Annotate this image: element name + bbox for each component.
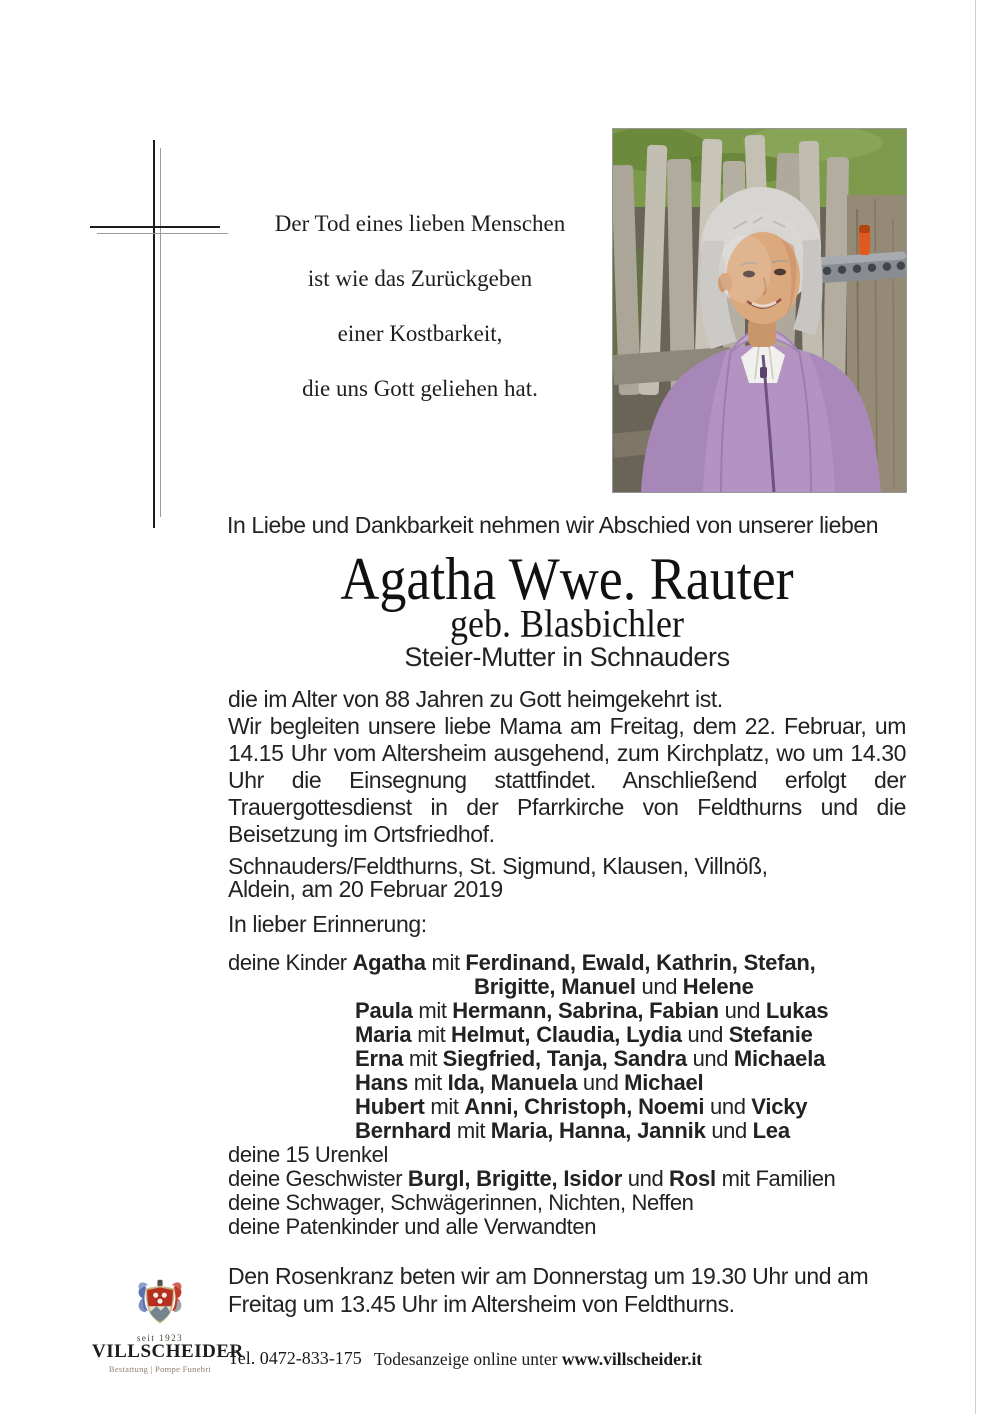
cross-vertical-line: [153, 140, 155, 528]
cross-horizontal-shadow-line: [97, 233, 228, 234]
family-line: Bernhard mit Maria, Hanna, Jannik und Lea: [355, 1118, 790, 1143]
memory-heading: In lieber Erinnerung:: [228, 911, 427, 937]
dateline-date: Aldein, am 20 Februar 2019: [228, 876, 503, 902]
cross-horizontal-line: [90, 226, 220, 228]
brand-subtitle: Bestattung | Pompe Funebri: [108, 1364, 212, 1374]
family-line: Hubert mit Anni, Christoph, Noemi und Vicky: [355, 1094, 808, 1119]
portrait-photo: [612, 128, 907, 493]
family-line: deine Geschwister Burgl, Brigitte, Isidor und Rosl mit Familien: [228, 1166, 836, 1191]
online-notice: [374, 1349, 702, 1370]
deceased-name: Agatha Wwe. Rauter: [340, 545, 794, 613]
announcement-paragraph: [228, 686, 906, 848]
memorial-quote: [238, 196, 602, 416]
orange-knob-cap: [859, 225, 870, 233]
family-line: deine Schwager, Schwägerinnen, Nichten, Neffen: [228, 1190, 694, 1215]
rosary-paragraph: Den Rosenkranz beten wir am Donnerstag um 19.30 Uhr und am Freitag um 13.45 Uhr im Altersheim von Feldthurns.: [228, 1263, 869, 1317]
announcement-line1: die im Alter von 88 Jahren zu Gott heimgekehrt ist.: [228, 686, 723, 712]
quote-line: Der Tod eines lieben Menschen: [274, 211, 566, 236]
family-line: Maria mit Helmut, Claudia, Lydia und Stefanie: [355, 1022, 813, 1047]
family-line: deine 15 Urenkel: [228, 1142, 388, 1167]
intro-line: In Liebe und Dankbarkeit nehmen wir Abschied von unserer lieben: [227, 512, 879, 538]
quote-line: einer Kostbarkeit,: [337, 321, 503, 346]
phone-number: Tel. 0472-833-175: [228, 1348, 362, 1368]
announcement-body: Wir begleiten unsere liebe Mama am Freitag, dem 22. Februar, um 14.15 Uhr vom Altersheim ausgehend, zum Kirchplatz, wo um 14.30 Uhr die Einsegnung stattfindet. Anschließend erfolgt der Trauergottesdienst in der Pfarrkirche von Feldthurns und die Beisetzung im Ortsfriedhof.: [228, 713, 906, 847]
family-line: Erna mit Siegfried, Tanja, Sandra und Michaela: [355, 1046, 826, 1071]
family-line: Brigitte, Manuel und Helene: [474, 974, 754, 999]
online-notice-prefix: Todesanzeige online unter: [374, 1349, 562, 1369]
quote-line: die uns Gott geliehen hat.: [302, 376, 538, 401]
quote-line: ist wie das Zurückgeben: [307, 266, 533, 291]
dateline-places: Schnauders/Feldthurns, St. Sigmund, Klausen, Villnöß,: [228, 853, 768, 879]
maiden-name: geb. Blasbichler: [450, 602, 684, 646]
since-label: seit 1923: [136, 1333, 184, 1343]
family-line: deine Patenkinder und alle Verwandten: [228, 1214, 597, 1239]
crest-icon: [134, 1278, 186, 1326]
family-line: Paula mit Hermann, Sabrina, Fabian und Lukas: [355, 998, 829, 1023]
byname: Steier-Mutter in Schnauders: [404, 642, 730, 672]
cross-vertical-shadow-line: [160, 148, 161, 517]
brand-name: VILLSCHEIDER: [92, 1341, 244, 1362]
family-line: Hans mit Ida, Manuela und Michael: [355, 1070, 704, 1095]
scan-edge-line: [975, 0, 976, 1414]
dateline: [228, 855, 906, 901]
funeral-home-logo: [92, 1278, 244, 1374]
website-url: www.villscheider.it: [561, 1349, 703, 1369]
family-list: [228, 951, 938, 1239]
family-line: deine Kinder Agatha mit Ferdinand, Ewald, Kathrin, Stefan,: [228, 950, 816, 975]
